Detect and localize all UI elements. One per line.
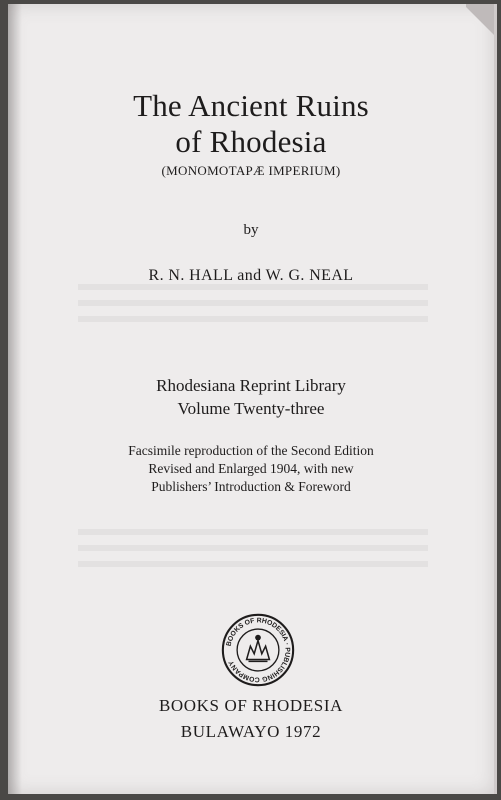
book-title (8, 88, 494, 160)
series-line-1: Rhodesiana Reprint Library (156, 376, 346, 395)
title-page (8, 4, 497, 794)
show-through (78, 519, 428, 599)
publisher-info (8, 693, 494, 745)
authors: R. N. HALL and W. G. NEAL (148, 267, 354, 284)
svg-text:BOOKS OF RHODESIA · PUBLISHING: BOOKS OF RHODESIA · PUBLISHING COMPANY (225, 617, 291, 683)
page-corner (466, 4, 494, 44)
title-line-1: The Ancient Ruins (133, 88, 369, 123)
series-info (8, 374, 494, 420)
edition-note (8, 442, 494, 496)
publisher-seal-icon (220, 612, 296, 688)
publisher-name: BOOKS OF RHODESIA (158, 696, 343, 715)
by-label: by (243, 222, 259, 238)
title-line-2: of Rhodesia (175, 124, 327, 159)
show-through (78, 274, 428, 354)
publisher-place-year: BULAWAYO 1972 (180, 722, 322, 741)
series-line-2: Volume Twenty-three (177, 399, 325, 418)
subtitle: (MONOMOTAPÆ IMPERIUM) (161, 163, 341, 178)
edition-line-3: Publishers’ Introduction & Foreword (151, 479, 351, 494)
edition-line-2: Revised and Enlarged 1904, with new (148, 461, 354, 476)
edition-line-1: Facsimile reproduction of the Second Edition (128, 443, 374, 458)
